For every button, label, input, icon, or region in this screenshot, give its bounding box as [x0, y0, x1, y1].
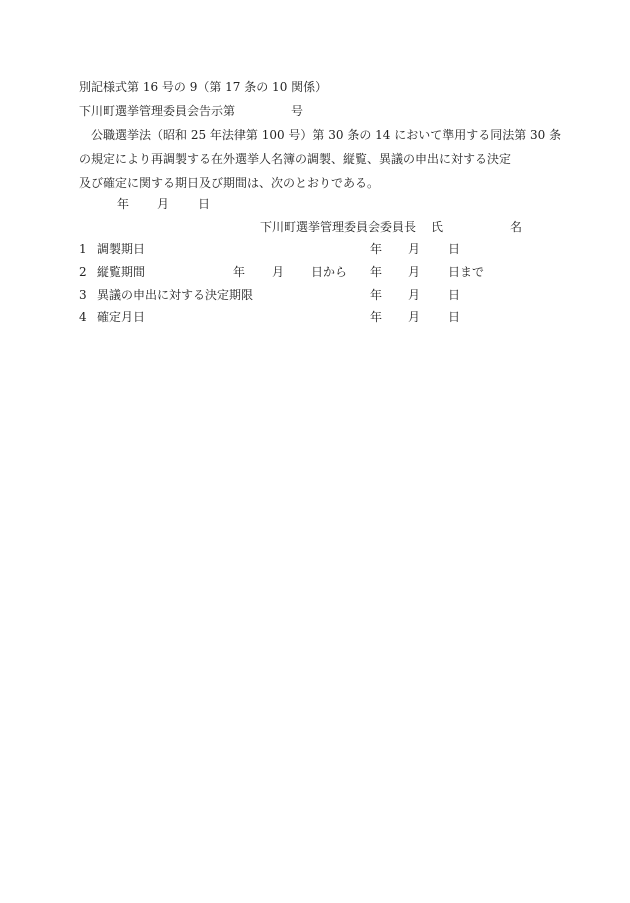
body-line-2: の規定により再調製する在外選挙人名簿の調製、縦覧、異議の申出に対する決定: [79, 152, 512, 166]
notice-suffix: 号: [291, 104, 304, 118]
item-label: 縦覧期間: [97, 265, 146, 279]
body-line-1: 公職選挙法（昭和 25 年法律第 100 号）第 30 条の 14 において準用する同法第 30 条: [91, 128, 562, 142]
item-year: 年: [370, 242, 383, 256]
date-day: 日: [198, 197, 211, 211]
signatory-family: 氏: [431, 220, 444, 234]
item-number: 1: [79, 242, 87, 256]
notice-label: 下川町選挙管理委員会告示第: [79, 104, 236, 118]
signatory-title: 下川町選挙管理委員会委員長: [260, 220, 417, 234]
item-label: 調製期日: [97, 242, 146, 256]
item-number: 2: [79, 265, 87, 279]
date-year: 年: [117, 197, 130, 211]
signatory-given: 名: [510, 220, 523, 234]
item-month: 月: [408, 265, 421, 279]
item-year: 年: [370, 310, 383, 324]
item-year: 年: [370, 265, 383, 279]
body-line-3: 及び確定に関する期日及び期間は、次のとおりである。: [79, 176, 380, 190]
item-day: 日: [448, 288, 461, 302]
item-label: 異議の申出に対する決定期限: [97, 288, 254, 302]
item-month: 月: [408, 288, 421, 302]
item-month: 月: [408, 242, 421, 256]
date-month: 月: [157, 197, 170, 211]
form-reference: 別記様式第 16 号の 9（第 17 条の 10 関係）: [79, 80, 328, 94]
item-month: 月: [408, 310, 421, 324]
item-from-day: 日から: [311, 265, 348, 279]
item-day: 日: [448, 242, 461, 256]
item-from-year: 年: [233, 265, 246, 279]
item-year: 年: [370, 288, 383, 302]
item-label: 確定月日: [97, 310, 146, 324]
item-day: 日: [448, 310, 461, 324]
item-number: 3: [79, 288, 87, 302]
item-from-month: 月: [272, 265, 285, 279]
item-number: 4: [79, 310, 87, 324]
item-day: 日まで: [448, 265, 485, 279]
